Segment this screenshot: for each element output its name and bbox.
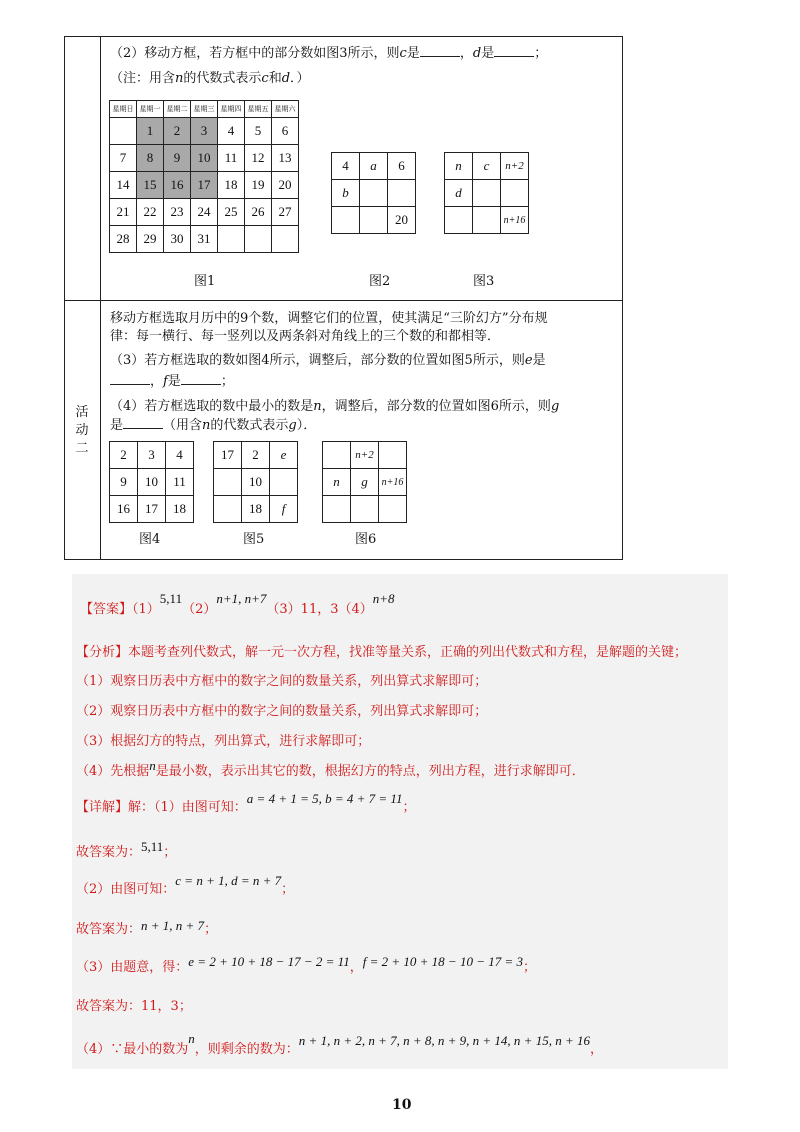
- q3-text: 是: [167, 374, 181, 389]
- q4-line2: [110, 416, 316, 435]
- detail-math: f = 2 + 10 + 18 − 10 − 17 = 3: [362, 954, 523, 969]
- analysis-text: （4）先根据: [76, 764, 150, 779]
- grid-cell: 9: [110, 469, 138, 496]
- var-d: d: [472, 46, 482, 61]
- analysis-text: 本题考查列代数式，解一元一次方程，找准等量关系，正确的列出代数式和方程，是解题的关键；: [128, 645, 688, 660]
- answer-blank: [181, 372, 221, 385]
- q4-text: ）．: [296, 418, 317, 433]
- activity-2-intro-line2: 律：每一横行、每一竖列以及两条斜对角线上的三个数的和都相等．: [110, 329, 501, 344]
- frame-column-divider: [100, 36, 101, 560]
- var-c: c: [399, 46, 407, 61]
- grid-cell: [214, 469, 242, 496]
- q3-text: 是: [532, 353, 546, 368]
- analysis-label: 【分析】: [76, 645, 129, 660]
- detail-answer-1: [76, 839, 177, 862]
- grid-cell: [379, 442, 407, 469]
- q2-line2: [110, 70, 310, 88]
- calendar-day: 24: [191, 199, 218, 226]
- calendar-day-selected: 16: [164, 172, 191, 199]
- q2-text: 的代数式表示: [183, 71, 262, 86]
- grid-cell: a: [360, 153, 388, 180]
- frame-right: [622, 36, 623, 560]
- detail-text: ；: [163, 845, 177, 860]
- q2-text: 是: [406, 46, 420, 61]
- detail-math: e = 2 + 10 + 18 − 17 − 2 = 11: [188, 954, 350, 969]
- page-number: 10: [392, 1097, 412, 1113]
- grid-cell: [473, 207, 501, 234]
- calendar-day: 4: [218, 118, 245, 145]
- calendar-day: [272, 226, 299, 253]
- grid-cell: [473, 180, 501, 207]
- grid-cell: 2: [110, 442, 138, 469]
- calendar-day: 14: [110, 172, 137, 199]
- calendar-day-selected: 3: [191, 118, 218, 145]
- weekday-header: 星期日: [110, 101, 137, 118]
- figure-1-caption: 图1: [194, 274, 216, 289]
- figure-6-grid: [322, 441, 407, 523]
- q2-line1: （2）移动方框，若方框中的部分数如图3所示，则c是 ，d是 ；: [110, 46, 548, 61]
- grid-cell: [323, 442, 351, 469]
- q2-text: 是: [481, 46, 495, 61]
- q3-text: ；: [220, 374, 234, 389]
- analysis-math: n: [149, 758, 156, 773]
- calendar-day: 5: [245, 118, 272, 145]
- calendar-day: [245, 226, 272, 253]
- detail-text: ，则剩余的数为：: [194, 1042, 299, 1057]
- answer-line: [80, 591, 395, 619]
- calendar-day: 19: [245, 172, 272, 199]
- calendar-day-selected: 15: [137, 172, 164, 199]
- var-n: n: [175, 71, 184, 86]
- detail-answer-3: 故答案为：11，3；: [76, 999, 192, 1014]
- grid-cell: [388, 180, 416, 207]
- detail-text: ，: [349, 960, 363, 975]
- calendar-day: 22: [137, 199, 164, 226]
- calendar-week-row: [110, 226, 299, 253]
- calendar-day-selected: 8: [137, 145, 164, 172]
- calendar-day: 20: [272, 172, 299, 199]
- detail-math: n + 1, n + 7: [141, 918, 205, 933]
- activity-label-char: 动: [75, 423, 89, 438]
- grid-cell: d: [445, 180, 473, 207]
- calendar-day-selected: 2: [164, 118, 191, 145]
- detail-line-4: [76, 1031, 603, 1059]
- calendar-day: [218, 226, 245, 253]
- grid-cell: [360, 207, 388, 234]
- calendar-day: 12: [245, 145, 272, 172]
- calendar-day: 27: [272, 199, 299, 226]
- detail-text: （3）由题意，得：: [76, 960, 189, 975]
- detail-line-2: [76, 873, 295, 899]
- grid-cell: [214, 496, 242, 523]
- q2-text: （注：用含: [110, 71, 176, 86]
- weekday-header: 星期五: [245, 101, 272, 118]
- frame-bottom: [64, 559, 623, 560]
- q2-text: 和: [268, 71, 282, 86]
- grid-cell: n+16: [379, 469, 407, 496]
- calendar-day: 29: [137, 226, 164, 253]
- calendar-day-selected: 17: [191, 172, 218, 199]
- detail-line-1: [76, 791, 416, 817]
- answer-blank: [494, 44, 534, 57]
- detail-text: ；: [281, 882, 295, 897]
- calendar-day: 25: [218, 199, 245, 226]
- grid-cell: 16: [110, 496, 138, 523]
- grid-cell: n+2: [501, 153, 529, 180]
- grid-cell: 3: [138, 442, 166, 469]
- answer-blank: [420, 44, 460, 57]
- calendar-week-row: [110, 145, 299, 172]
- calendar-day: 26: [245, 199, 272, 226]
- calendar-day: 7: [110, 145, 137, 172]
- detail-label: 【详解】: [76, 800, 129, 815]
- q2-text: ．）: [290, 71, 310, 86]
- grid-cell: e: [270, 442, 298, 469]
- calendar-day-selected: 9: [164, 145, 191, 172]
- analysis-text: 是最小数，表示出其它的数，根据幻方的特点，列出方程，进行求解即可．: [155, 764, 585, 779]
- grid-cell: 6: [388, 153, 416, 180]
- activity-label-char: 二: [75, 441, 89, 456]
- detail-text: ；: [204, 922, 218, 937]
- q3-line2: ，f是 ；: [110, 372, 234, 391]
- activity-2-label: [74, 404, 90, 458]
- grid-cell: n: [323, 469, 351, 496]
- grid-cell: [332, 207, 360, 234]
- grid-cell: [501, 180, 529, 207]
- figure-5-grid: [213, 441, 298, 523]
- grid-cell: 20: [388, 207, 416, 234]
- var-f: f: [163, 374, 168, 389]
- var-g: g: [288, 418, 297, 433]
- grid-cell: n+2: [351, 442, 379, 469]
- grid-cell: 4: [166, 442, 194, 469]
- figure-3-caption: 图3: [473, 274, 495, 289]
- detail-math: 5,11: [141, 839, 164, 854]
- grid-cell: [379, 496, 407, 523]
- answer-math: n+1, n+7: [216, 591, 267, 606]
- q4-text: （用含: [163, 418, 203, 433]
- weekday-header: 星期四: [218, 101, 245, 118]
- answer-part: （3）11，3（4）: [266, 602, 373, 617]
- figure-2-caption: 图2: [369, 274, 391, 289]
- weekday-header: 星期三: [191, 101, 218, 118]
- detail-math: a = 4 + 1 = 5, b = 4 + 7 = 11: [246, 791, 403, 806]
- detail-text: （2）由图可知：: [76, 882, 176, 897]
- q3-line1: [110, 352, 546, 370]
- answer-blank: [123, 416, 163, 429]
- detail-math: n: [188, 1031, 195, 1046]
- var-c: c: [261, 71, 269, 86]
- var-d: d: [281, 71, 291, 86]
- calendar-day: [110, 118, 137, 145]
- grid-cell: 2: [242, 442, 270, 469]
- figure-4-caption: 图4: [139, 532, 161, 547]
- answer-blank: [110, 372, 150, 385]
- grid-cell: [360, 180, 388, 207]
- answer-part: （1）: [132, 602, 160, 617]
- calendar-day: 31: [191, 226, 218, 253]
- answer-math: 5,11: [159, 591, 183, 606]
- weekday-header: 星期六: [272, 101, 299, 118]
- detail-text: ，: [589, 1042, 603, 1057]
- detail-math: c = n + 1, d = n + 7: [175, 873, 282, 888]
- grid-cell: g: [351, 469, 379, 496]
- figure-2-grid: [331, 152, 416, 234]
- grid-cell: b: [332, 180, 360, 207]
- calendar-day: 18: [218, 172, 245, 199]
- q2-text: （2）移动方框，若方框中的部分数如图3所示，则: [110, 46, 400, 61]
- q4-text: （4）若方框选取的数中最小的数是: [110, 399, 314, 414]
- detail-text: ；: [402, 800, 416, 815]
- grid-cell: f: [270, 496, 298, 523]
- calendar-day: 21: [110, 199, 137, 226]
- detail-text: ；: [523, 960, 537, 975]
- answer-part: （2）: [182, 602, 217, 617]
- calendar-week-row: [110, 199, 299, 226]
- calendar-week-row: [110, 118, 299, 145]
- calendar-header-row: [110, 101, 299, 118]
- grid-cell: c: [473, 153, 501, 180]
- answer-label: 【答案】: [80, 602, 133, 617]
- grid-cell: [323, 496, 351, 523]
- grid-cell: [351, 496, 379, 523]
- grid-cell: 10: [138, 469, 166, 496]
- detail-answer-2: [76, 920, 217, 939]
- analysis-step-2: （2）观察日历表中方框中的数字之间的数量关系，列出算式求解即可；: [76, 704, 488, 719]
- grid-cell: 4: [332, 153, 360, 180]
- analysis-step-4: [76, 758, 585, 781]
- grid-cell: [445, 207, 473, 234]
- detail-text: 解：（1）由图可知：: [128, 800, 247, 815]
- q3-text: （3）若方框选取的数如图4所示，调整后，部分数的位置如图5所示，则: [110, 353, 525, 368]
- figure-6-caption: 图6: [355, 532, 377, 547]
- calendar-day: 11: [218, 145, 245, 172]
- grid-cell: 18: [166, 496, 194, 523]
- detail-text: （4）∵最小的数为: [76, 1042, 189, 1057]
- grid-cell: 17: [214, 442, 242, 469]
- weekday-header: 星期一: [137, 101, 164, 118]
- calendar-grid: [109, 100, 299, 253]
- calendar-day: 28: [110, 226, 137, 253]
- figure-4-grid: [109, 441, 194, 523]
- var-n: n: [313, 399, 322, 414]
- frame-top: [64, 36, 623, 37]
- var-e: e: [524, 353, 533, 368]
- grid-cell: 17: [138, 496, 166, 523]
- q4-text: 是: [110, 418, 124, 433]
- var-g: g: [550, 399, 560, 414]
- detail-math: n + 1, n + 2, n + 7, n + 8, n + 9, n + 14, n + 15, n + 16: [298, 1033, 590, 1048]
- calendar-week-row: [110, 172, 299, 199]
- figure-3-grid: [444, 152, 529, 234]
- grid-cell: 11: [166, 469, 194, 496]
- detail-text: 故答案为：: [76, 922, 142, 937]
- q4-line1: [110, 398, 559, 416]
- activity-label-char: 活: [75, 405, 89, 420]
- calendar-day-selected: 1: [137, 118, 164, 145]
- activity-2-intro-line1: 移动方框选取月历中的9个数，调整它们的位置，使其满足“三阶幻方”分布规: [110, 311, 548, 326]
- analysis-step-3: （3）根据幻方的特点，列出算式，进行求解即可；: [76, 734, 371, 749]
- detail-line-3: [76, 954, 537, 977]
- calendar-day: 13: [272, 145, 299, 172]
- grid-cell: [270, 469, 298, 496]
- figure-5-caption: 图5: [243, 532, 265, 547]
- analysis-step-1: （1）观察日历表中方框中的数字之间的数量关系，列出算式求解即可；: [76, 674, 488, 689]
- calendar-day: 23: [164, 199, 191, 226]
- grid-cell: n: [445, 153, 473, 180]
- frame-row-divider: [64, 300, 623, 301]
- analysis-line: [76, 644, 687, 662]
- detail-text: 故答案为：: [76, 845, 142, 860]
- calendar-day: 6: [272, 118, 299, 145]
- grid-cell: 10: [242, 469, 270, 496]
- grid-cell: n+16: [501, 207, 529, 234]
- answer-math: n+8: [372, 591, 395, 606]
- grid-cell: 18: [242, 496, 270, 523]
- var-n: n: [202, 418, 211, 433]
- q4-text: 的代数式表示: [210, 418, 289, 433]
- weekday-header: 星期二: [164, 101, 191, 118]
- calendar-day-selected: 10: [191, 145, 218, 172]
- calendar-day: 30: [164, 226, 191, 253]
- q2-text: ；: [534, 46, 548, 61]
- q4-text: ，调整后，部分数的位置如图6所示，则: [321, 399, 551, 414]
- frame-left: [64, 36, 65, 560]
